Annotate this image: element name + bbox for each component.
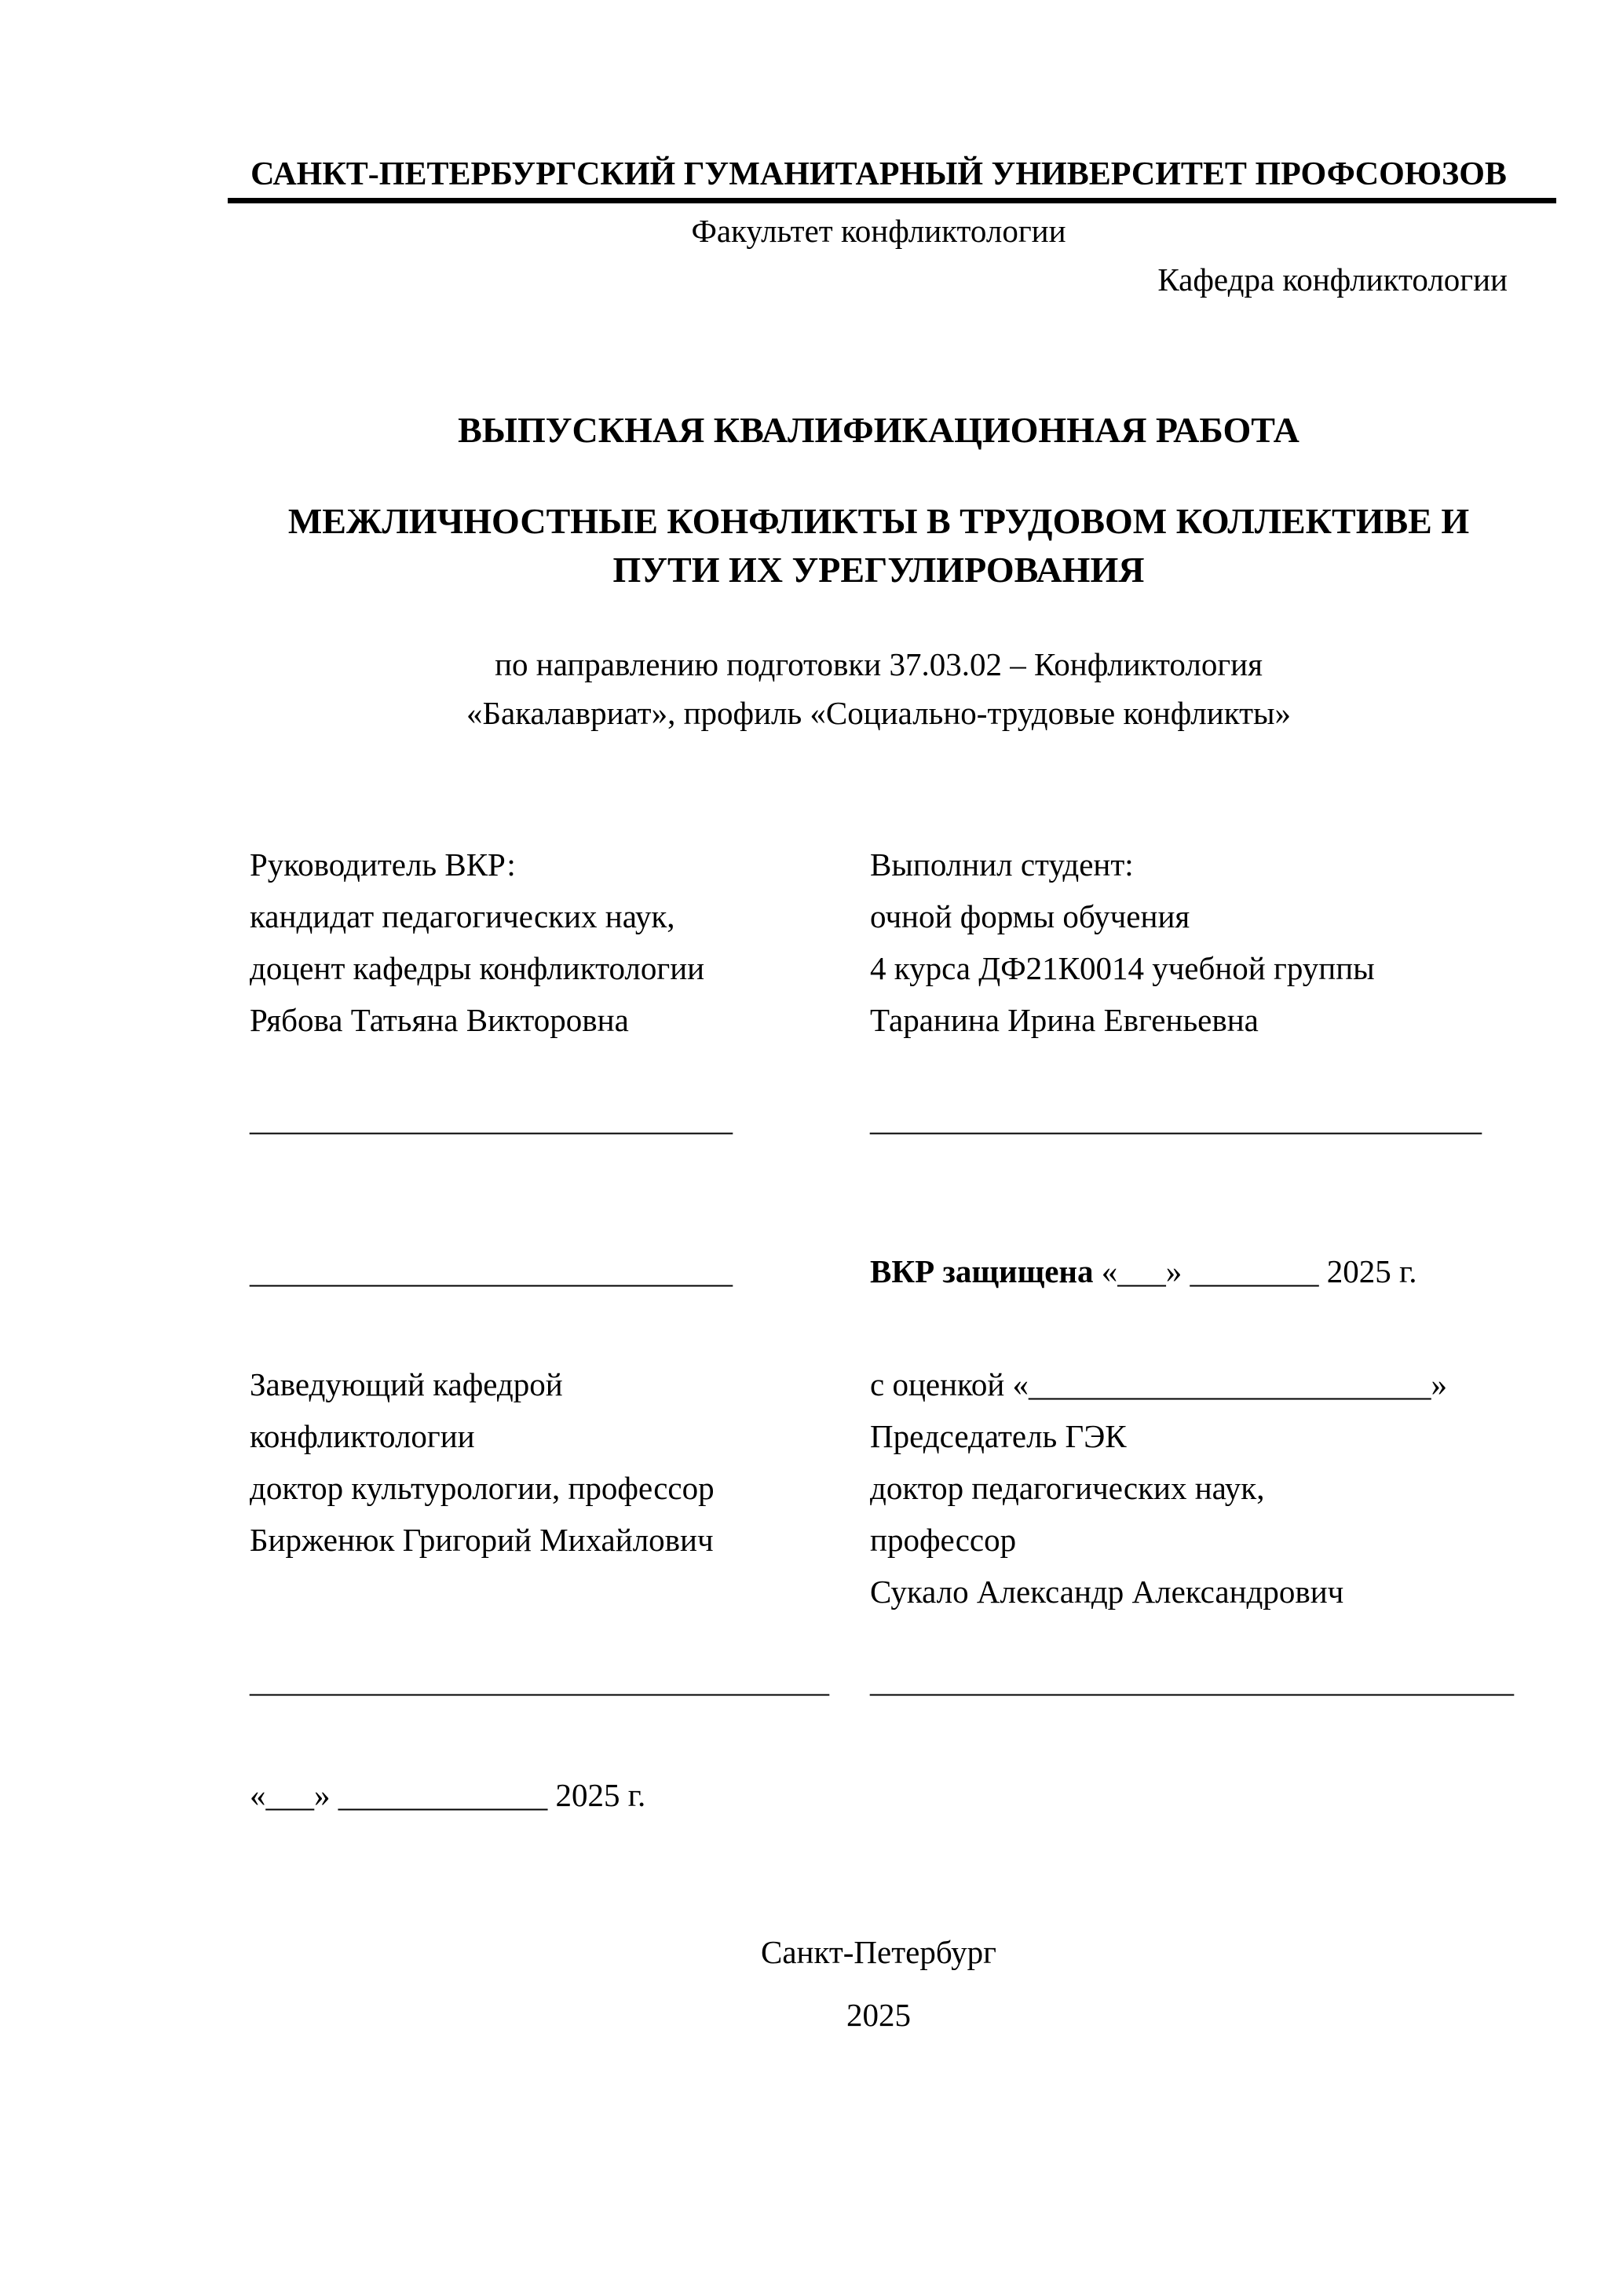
work-type-title: ВЫПУСКНАЯ КВАЛИФИКАЦИОННАЯ РАБОТА [458, 410, 1299, 450]
signature-row-3 [250, 1662, 1514, 1704]
thesis-title-line-2: ПУТИ ИХ УРЕГУЛИРОВАНИЯ [612, 550, 1145, 590]
supervisor-signature-line: ______________________________ [250, 1101, 733, 1137]
faculty-line: Факультет конфликтологии [691, 213, 1066, 249]
chairman-name: Сукало Александр Александрович [870, 1574, 1344, 1610]
date-blank-line: «___» _____________ 2025 г. [250, 1777, 646, 1813]
city-line: Санкт-Петербург [761, 1934, 996, 1970]
student-study-form: очной формы обучения [870, 898, 1190, 934]
supervisor-degree: кандидат педагогических наук, [250, 898, 675, 934]
supervisor-position: доцент кафедры конфликтологии [250, 950, 705, 986]
head-signature-line: ______________________________ [250, 1253, 733, 1289]
defense-date-line [870, 1253, 1508, 1289]
chairman-label: Председатель ГЭК [870, 1418, 1127, 1454]
head-name: Бирженюк Григорий Михайлович [250, 1522, 714, 1558]
student-name: Таранина Ирина Евгеньевна [870, 1002, 1259, 1038]
supervisor-name: Рябова Татьяна Викторовна [250, 1002, 629, 1038]
head-of-department-block [250, 1358, 862, 1566]
thesis-title-line-1: МЕЖЛИЧНОСТНЫЕ КОНФЛИКТЫ В ТРУДОВОМ КОЛЛЕКТИВЕ И [287, 501, 1470, 541]
year-line: 2025 [846, 1997, 911, 2033]
defense-label: ВКР защищена [870, 1253, 1094, 1289]
chairman-rank: профессор [870, 1522, 1017, 1558]
head-title-line-1: Заведующий кафедрой [250, 1366, 563, 1402]
chairman-block [870, 1358, 1508, 1618]
attribution-block-1 [250, 839, 1508, 1058]
student-group: 4 курса ДФ21К0014 учебной группы [870, 950, 1375, 986]
university-name: САНКТ-ПЕТЕРБУРГСКИЙ ГУМАНИТАРНЫЙ УНИВЕРСИТЕТ ПРОФСОЮЗОВ [250, 156, 1507, 192]
header-rule [228, 198, 1556, 203]
student-block [870, 839, 1508, 1046]
signature-row-1 [250, 1103, 1508, 1143]
page-content [250, 0, 1514, 2296]
chairman-degree: доктор педагогических наук, [870, 1470, 1265, 1506]
head-final-signature-line: ____________________________________ [250, 1662, 829, 1698]
defense-date-blank: «___» ________ 2025 г. [1093, 1253, 1417, 1289]
head-title-line-2: конфликтологии [250, 1418, 475, 1454]
student-signature-line: ______________________________________ [870, 1101, 1482, 1137]
supervisor-block [250, 839, 862, 1046]
head-degree: доктор культурологии, профессор [250, 1470, 715, 1506]
student-label: Выполнил студент: [870, 846, 1134, 883]
grade-blank-line: с оценкой «_________________________» [870, 1366, 1448, 1402]
department-line: Кафедра конфликтологии [1157, 261, 1508, 298]
program-line: по направлению подготовки 37.03.02 – Конфликтология [495, 646, 1263, 682]
profile-line: «Бакалавриат», профиль «Социально-трудовые конфликты» [466, 695, 1292, 731]
attribution-block-2 [250, 1358, 1508, 1633]
signature-row-2 [250, 1253, 1508, 1295]
supervisor-label: Руководитель ВКР: [250, 846, 516, 883]
chairman-signature-line: ________________________________________ [870, 1662, 1514, 1698]
thesis-title [250, 497, 1508, 594]
